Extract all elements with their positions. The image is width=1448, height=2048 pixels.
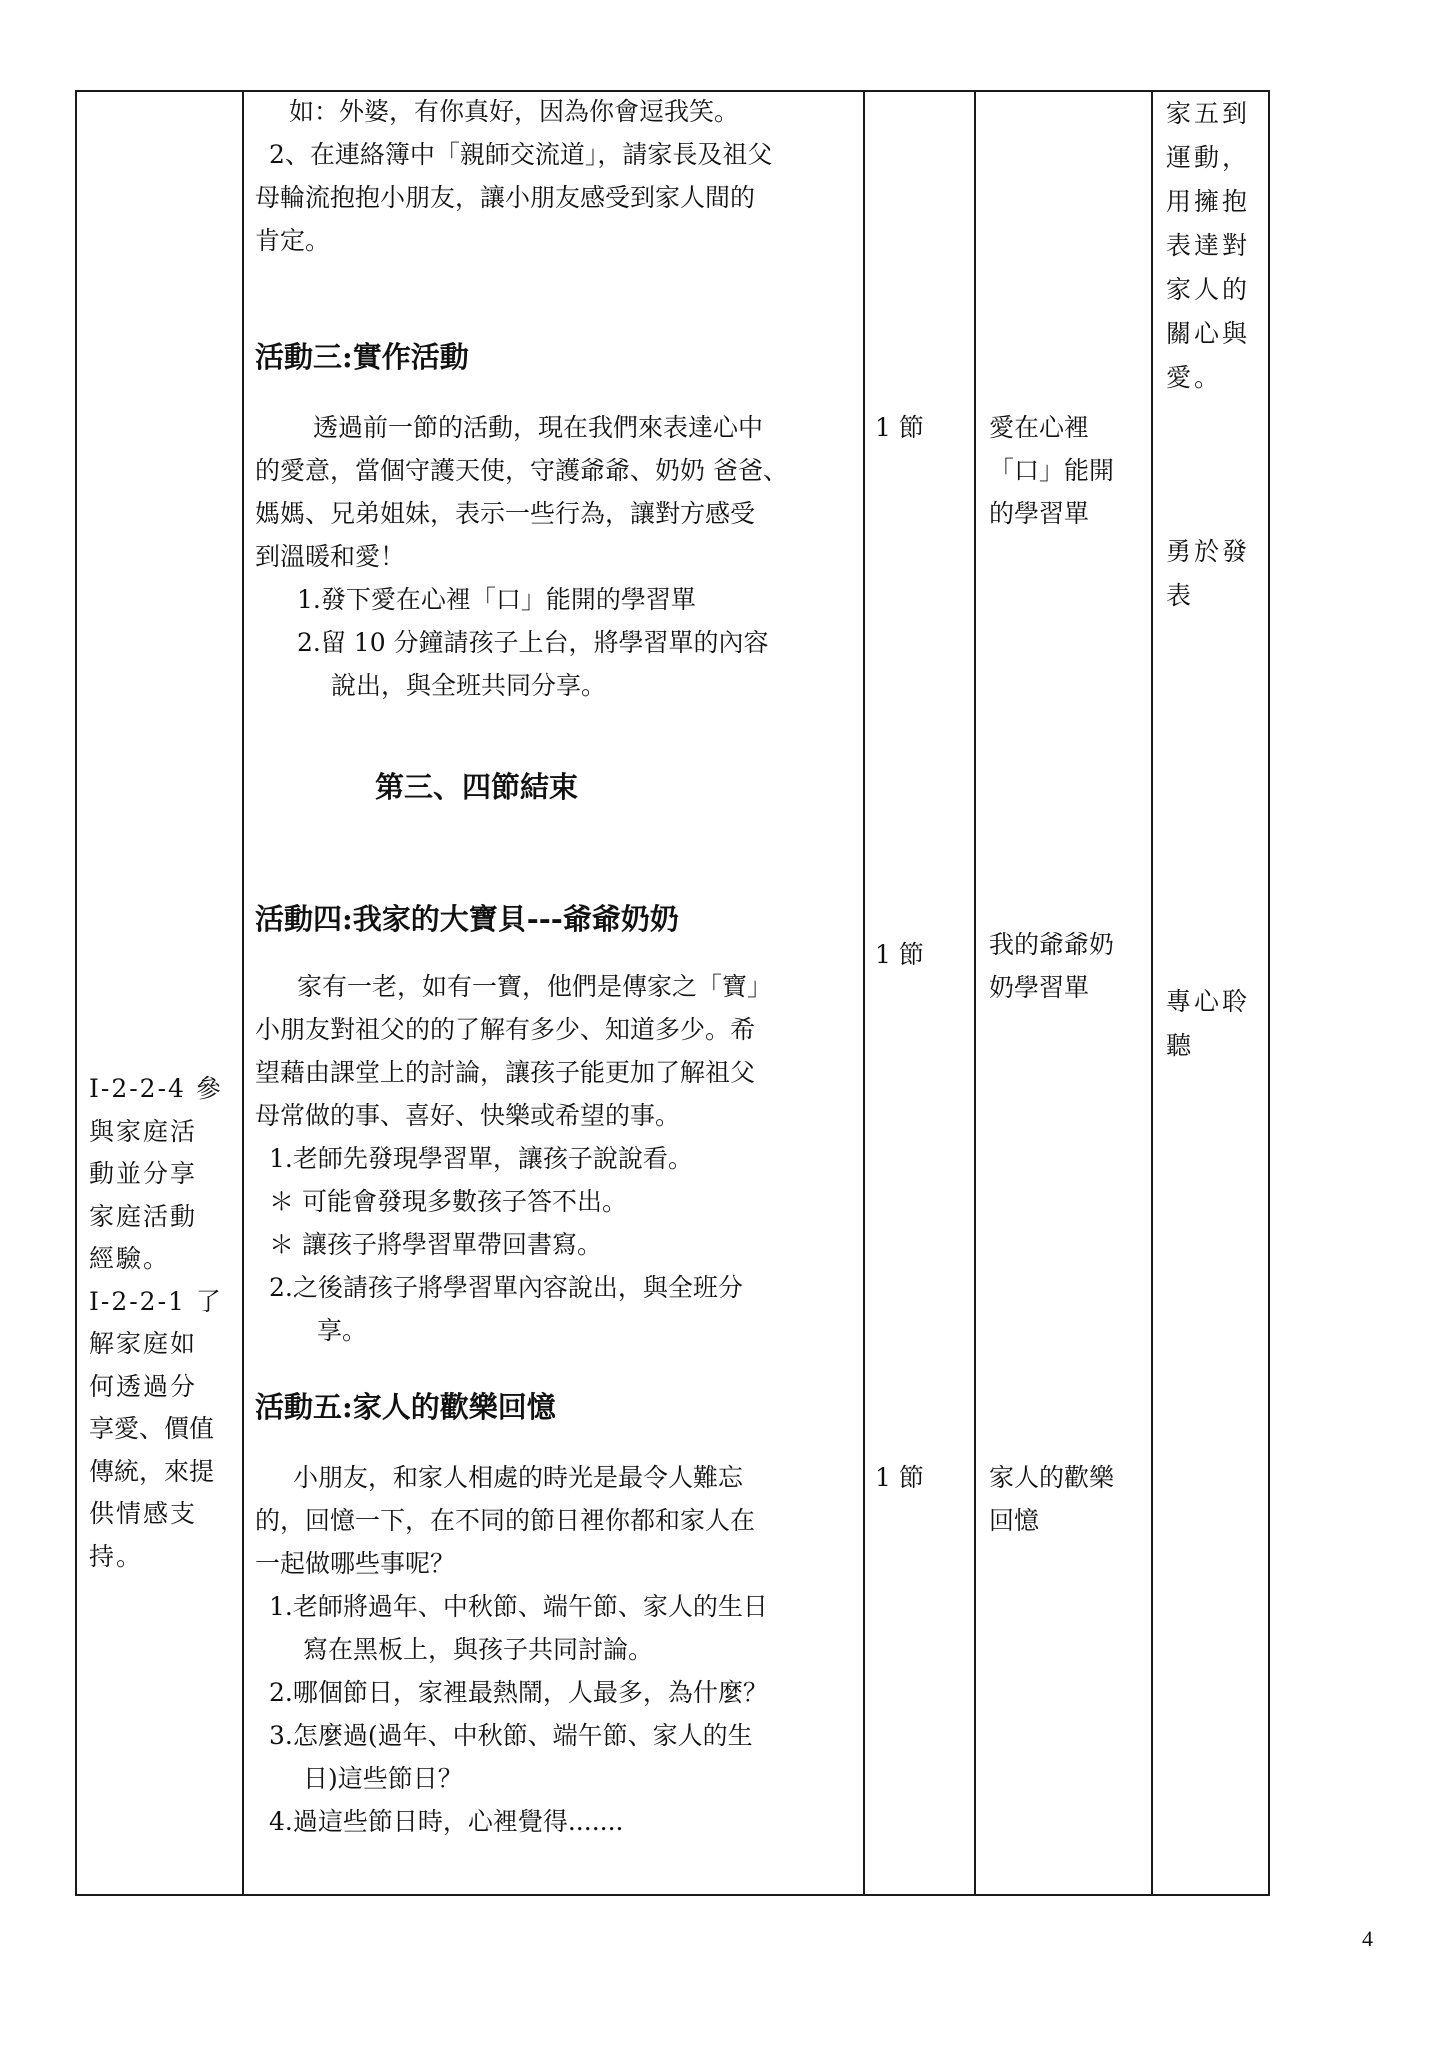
objective-line: 經驗。 [89, 1244, 171, 1273]
activity-4-item: ＊ 讓孩子將學習單帶回書寫。 [269, 1230, 602, 1259]
objective-line: I-2-2-1 了 [89, 1286, 223, 1316]
assessment-line: 關心與 [1166, 319, 1251, 348]
assessment-cell [1166, 92, 1266, 400]
activity-5-para: 一起做哪些事呢？ [255, 1549, 456, 1578]
activity-3-item: 說出，與全班共同分享。 [331, 671, 607, 700]
assessment-line: 表達對 [1166, 231, 1251, 260]
activity-4-item: 1.老師先發現學習單，讓孩子說說看。 [269, 1144, 693, 1173]
activity-3-title: 活動三:實作活動 [255, 340, 469, 374]
assessment-line: 聽 [1166, 1031, 1195, 1060]
time-label: 1 節 [875, 940, 924, 969]
activity-3-para: 到溫暖和愛！ [255, 542, 406, 571]
activity-5-item: 4.過這些節日時，心裡覺得....... [269, 1807, 624, 1836]
section-end-heading: 第三、四節結束 [375, 770, 579, 804]
activity-5-para: 小朋友，和家人相處的時光是最令人難忘 [293, 1463, 744, 1492]
activity-5-title: 活動五:家人的歡樂回憶 [255, 1390, 556, 1424]
activity-3-para: 的愛意，當個守護天使，守護爺爺、奶奶 爸爸、 [255, 456, 788, 485]
activity-3-item: 2.留 10 分鐘請孩子上台，將學習單的內容 [297, 628, 769, 657]
activity-4-item: 2.之後請孩子將學習單內容說出，與全班分 [269, 1273, 743, 1302]
resource-line: 愛在心裡 [989, 413, 1090, 442]
objective-line: 解家庭如 [89, 1329, 198, 1358]
assessment-cell [1166, 530, 1266, 618]
assessment-line: 家人的 [1166, 275, 1251, 304]
assessment-cell [1166, 980, 1266, 1068]
resource-line: 的學習單 [989, 499, 1090, 528]
objectives-cell [89, 1068, 239, 1578]
intro-line: 如：外婆，有你真好，因為你會逗我笑。 [289, 97, 740, 126]
assessment-line: 專心聆 [1166, 987, 1251, 1016]
objective-line: 與家庭活 [89, 1116, 198, 1146]
activity-5-item: 日)這些節日？ [303, 1764, 463, 1793]
activity-4-item: 享。 [317, 1316, 368, 1345]
assessment-line: 表 [1166, 581, 1195, 610]
resource-line: 家人的歡樂 [989, 1463, 1115, 1492]
activity-4-para: 母常做的事、喜好、快樂或希望的事。 [255, 1101, 681, 1130]
lesson-plan-table [75, 90, 1270, 1896]
column-divider [1151, 90, 1153, 1896]
column-divider [242, 90, 244, 1896]
resource-line: 回憶 [989, 1506, 1040, 1535]
column-divider [863, 90, 865, 1896]
intro-line: 2、在連絡簿中「親師交流道」，請家長及祖父 [269, 140, 773, 169]
assessment-line: 家五到 [1166, 99, 1251, 128]
objective-line: 持。 [89, 1541, 144, 1571]
table-border-bottom [75, 1894, 1270, 1896]
intro-line: 肯定。 [255, 226, 331, 255]
objective-line: 享愛、價值 [89, 1414, 215, 1443]
intro-line: 母輪流抱抱小朋友，讓小朋友感受到家人間的 [255, 183, 756, 212]
time-label: 1 節 [875, 1463, 924, 1492]
activity-4-para: 望藉由課堂上的討論，讓孩子能更加了解祖父 [255, 1058, 756, 1087]
activity-4-title: 活動四:我家的大寶貝---爺爺奶奶 [255, 902, 679, 936]
objective-line: 家庭活動 [89, 1201, 198, 1231]
resource-line: 「口」能開 [989, 456, 1115, 485]
activity-5-para: 的，回憶一下，在不同的節日裡你都和家人在 [255, 1506, 756, 1535]
resource-line: 我的爺爺奶 [989, 930, 1115, 959]
objective-line: I-2-2-4 參 [89, 1074, 223, 1103]
assessment-line: 愛。 [1166, 363, 1223, 392]
activity-4-para: 家有一老，如有一寶，他們是傳家之「寶」 [297, 972, 773, 1001]
activity-5-item: 3.怎麼過(過年、中秋節、端午節、家人的生 [269, 1721, 753, 1750]
resource-line: 奶學習單 [989, 973, 1090, 1002]
activity-3-para: 透過前一節的活動，現在我們來表達心中 [313, 413, 764, 442]
activity-5-item: 1.老師將過年、中秋節、端午節、家人的生日 [269, 1592, 768, 1621]
objective-line: 傳統，來提 [89, 1456, 215, 1486]
activity-4-para: 小朋友對祖父的的了解有多少、知道多少。希 [255, 1015, 756, 1044]
objective-line: 供情感支 [89, 1499, 198, 1528]
assessment-line: 勇於發 [1166, 537, 1251, 566]
column-divider [974, 90, 976, 1896]
activity-3-para: 媽媽、兄弟姐妹，表示一些行為，讓對方感受 [255, 499, 756, 528]
activity-3-item: 1.發下愛在心裡「口」能開的學習單 [297, 585, 696, 614]
assessment-line: 運動， [1166, 143, 1251, 172]
objective-line: 何透過分 [89, 1371, 198, 1401]
table-border-right [1268, 90, 1270, 1896]
objective-line: 動並分享 [89, 1159, 198, 1188]
table-border-left [75, 90, 77, 1896]
activity-5-item: 2.哪個節日，家裡最熱鬧，人最多，為什麼？ [269, 1678, 768, 1707]
page-number: 4 [1362, 1926, 1373, 1951]
assessment-line: 用擁抱 [1166, 187, 1251, 216]
activity-5-item: 寫在黑板上，與孩子共同討論。 [303, 1635, 654, 1664]
activity-4-item: ＊ 可能會發現多數孩子答不出。 [269, 1187, 627, 1216]
time-label: 1 節 [875, 413, 924, 442]
